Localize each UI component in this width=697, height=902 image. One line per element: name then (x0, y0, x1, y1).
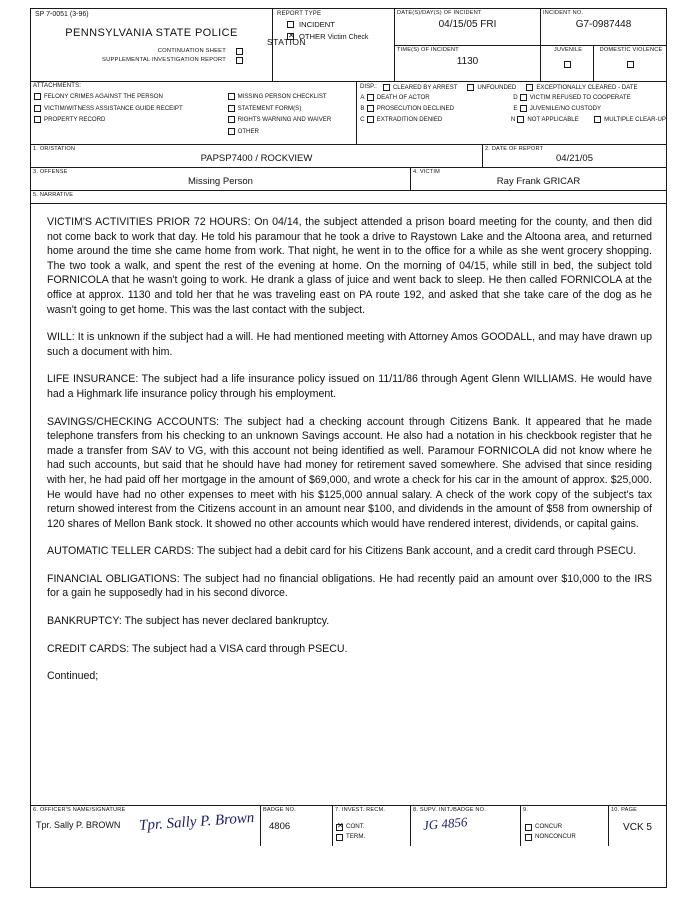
domestic-violence-label: DOMESTIC VIOLENCE (599, 47, 663, 53)
property-record-checkbox[interactable] (34, 116, 41, 123)
disp-key-a: A (360, 94, 365, 101)
attachment-felony-crimes[interactable] (34, 91, 228, 103)
agency-block (31, 9, 273, 81)
narrative-paragraph: Continued; (47, 670, 99, 683)
page-value: VCK 5 (623, 822, 652, 833)
police-report-form (30, 8, 667, 888)
attachments-title: ATTACHMENTS: (33, 83, 82, 89)
invest-cont-option[interactable] (333, 822, 410, 832)
other-label: OTHER (299, 32, 326, 41)
narrative-paragraph: WILL: It is unknown if the subject had a will. He had mentioned meeting with Attorney Amos GOODALL, and may have drawn up such a document with him. (47, 331, 652, 358)
supplemental-report-checkbox[interactable] (236, 57, 243, 64)
rights-warning-label: RIGHTS WARNING AND WAIVER (237, 116, 332, 123)
property-record-label: PROPERTY RECORD (44, 116, 106, 123)
narrative-label: 5. NARRATIVE (33, 192, 74, 198)
incident-number-label: INCIDENT NO. (543, 10, 584, 16)
multiple-clear-up-label: MULTIPLE CLEAR-UP (604, 116, 666, 123)
victim-refused-label: VICTIM REFUSED TO COOPERATE (529, 94, 631, 101)
report-type-incident[interactable] (273, 19, 394, 31)
narrative-paragraph: FINANCIAL OBLIGATIONS: The subject had no financial obligations. He had recently paid an amount over $10,000 to the IRS for a gain he supposedly had in his second divorce. (47, 572, 652, 600)
missing-person-checklist-label: MISSING PERSON CHECKLIST (237, 93, 327, 100)
death-of-actor-checkbox[interactable] (367, 94, 374, 101)
badge-value: 4806 (269, 821, 291, 832)
officer-cell (31, 806, 261, 846)
disp-not-applicable[interactable] (517, 114, 594, 125)
exceptionally-cleared-checkbox[interactable] (526, 84, 533, 91)
page-label: 10. PAGE (611, 807, 638, 813)
felony-crimes-label: FELONY CRIMES AGAINST THE PERSON (44, 93, 163, 100)
incident-date-label: DATE(S)/DAY(S) OF INCIDENT (397, 10, 482, 16)
date-of-report-label: 2. DATE OF REPORT (485, 146, 544, 152)
incident-number-value: G7-0987448 (575, 19, 632, 30)
cleared-by-arrest-checkbox[interactable] (383, 84, 390, 91)
attachment-missing-person-checklist[interactable] (228, 91, 356, 103)
attachments-block (31, 82, 357, 144)
cleared-by-arrest-label: CLEARED BY ARREST (392, 84, 458, 91)
nonconcur-checkbox[interactable] (525, 834, 532, 841)
offense-cell (31, 168, 411, 190)
report-type-title: REPORT TYPE (277, 11, 322, 17)
rights-warning-checkbox[interactable] (228, 116, 235, 123)
multiple-clear-up-checkbox[interactable] (594, 116, 601, 123)
narrative-body (31, 204, 666, 806)
incident-checkbox[interactable] (287, 21, 294, 28)
attachment-other[interactable] (228, 126, 356, 138)
date-of-report-cell (483, 145, 666, 167)
concur-cell (521, 806, 609, 846)
attachment-statement-forms[interactable] (228, 103, 356, 115)
disp-exceptionally-cleared[interactable] (526, 83, 637, 92)
form-number: SP 7-0051 (3-96) (35, 11, 89, 18)
juvenile-cell (541, 46, 594, 81)
attachment-other-checkbox[interactable] (228, 128, 235, 135)
disp-death-of-actor[interactable] (367, 92, 511, 103)
disp-cleared-by-arrest[interactable] (383, 83, 458, 92)
disp-victim-refused[interactable] (520, 92, 666, 103)
badge-cell (261, 806, 333, 846)
org-station-value: PAPSP7400 / ROCKVIEW (200, 153, 313, 164)
officer-name: Tpr. Sally P. BROWN (36, 820, 121, 830)
not-applicable-label: NOT APPLICABLE (527, 116, 579, 123)
disposition-row (358, 103, 666, 114)
domestic-violence-cell (594, 46, 666, 81)
disp-key-c: C (360, 116, 365, 123)
concur-checkbox[interactable] (525, 824, 532, 831)
narrative-paragraph: VICTIM'S ACTIVITIES PRIOR 72 HOURS: On 04/14, the subject attended a prison board meeting for the county, and then did not come back to work that day. He told his paramour that he took a drive to Raystown Lake and the Altoona area, and returned home around the time she came home from work. That night, he went in to the office for a while as she went grocery shopping. The two took a walk, and spent the rest of the evening at home. On the morning of 04/15, while still in bed, the subject told FORNICOLA that he wasn't going to work. He drank a glass of juice and went back to sleep. He then called FORNICOLA at the office at approx. 1130 and told her that he was traveling east on PA route 192, and asked that she take care of the dog as he wasn't going to get home. This was the last contact with the subject. (47, 216, 652, 316)
disp-key-b: B (360, 105, 365, 112)
attachment-property-record[interactable] (34, 114, 228, 126)
juvenile-no-custody-checkbox[interactable] (520, 105, 527, 112)
org-station-cell (31, 145, 483, 167)
incident-time-cell (395, 46, 540, 81)
continuation-sheet-label: CONTINUATION SHEET (157, 48, 226, 54)
incident-date-value: 04/15/05 FRI (438, 19, 497, 30)
station-label: STATION (267, 37, 307, 47)
invest-term-checkbox[interactable] (336, 834, 343, 841)
agency-name: PENNSYLVANIA STATE POLICE (65, 27, 238, 39)
disposition-title: DISP.: (360, 83, 377, 90)
statement-forms-label: STATEMENT FORM(S) (237, 104, 302, 112)
attachment-rights-warning[interactable] (228, 114, 356, 126)
form-header (31, 9, 666, 82)
nonconcur-option[interactable] (521, 832, 608, 842)
disp-key-e: E (513, 105, 518, 112)
narrative-paragraph: BANKRUPTCY: The subject has never declared bankruptcy. (47, 615, 330, 628)
victim-label: 4. VICTIM (413, 169, 440, 175)
prosecution-declined-checkbox[interactable] (367, 105, 374, 112)
invest-recommendation-label: 7. INVEST. RECM. (335, 807, 386, 813)
attachments-disposition-row (31, 82, 666, 145)
attachments-column-2 (228, 91, 356, 137)
unfounded-checkbox[interactable] (467, 84, 474, 91)
invest-recommendation-cell (333, 806, 411, 846)
nonconcur-option-label: NONCONCUR (535, 833, 576, 840)
victim-value: Ray Frank GRICAR (496, 176, 581, 187)
incident-time-label: TIME(S) OF INCIDENT (397, 47, 459, 53)
felony-crimes-checkbox[interactable] (34, 93, 41, 100)
continuation-sheet-row (31, 48, 272, 54)
offense-row (31, 168, 666, 191)
death-of-actor-label: DEATH OF ACTOR (376, 94, 430, 101)
incident-label: INCIDENT (299, 20, 335, 29)
disposition-row (358, 114, 666, 125)
continuation-sheet-checkbox[interactable] (236, 48, 243, 55)
attachment-victim-witness-guide[interactable] (34, 103, 228, 115)
narrative-paragraph: LIFE INSURANCE: The subject had a life insurance policy issued on 11/11/86 through Agent Glenn WILLIAMS. He would have had a Highmark life insurance policy through his employment. (47, 373, 652, 400)
disp-extradition-denied[interactable] (367, 114, 509, 125)
victim-refused-checkbox[interactable] (520, 94, 527, 101)
disp-key-n: N (510, 116, 516, 123)
badge-label: BADGE NO. (263, 807, 296, 813)
disp-multiple-clear-up[interactable] (594, 114, 666, 125)
disp-unfounded[interactable] (467, 83, 516, 92)
incident-date-cell (395, 9, 540, 46)
domestic-violence-checkbox[interactable] (627, 61, 634, 68)
invest-term-label: TERM. (346, 833, 366, 840)
org-row (31, 145, 666, 168)
incident-number-and-flags (541, 9, 666, 81)
narrative-paragraph: CREDIT CARDS: The subject had a VISA card through PSECU. (47, 642, 348, 655)
officer-label: 6. OFFICER'S NAME/SIGNATURE (33, 807, 126, 813)
offense-label: 3. OFFENSE (33, 169, 68, 175)
disp-key-d: D (513, 94, 518, 101)
missing-person-checklist-checkbox[interactable] (228, 93, 235, 100)
offense-value: Missing Person (188, 176, 253, 187)
invest-cont-checkbox[interactable] (336, 824, 343, 831)
other-suffix: Victim Check (327, 34, 369, 41)
narrative-paragraph: SAVINGS/CHECKING ACCOUNTS: The subject had a checking account through Citizens Bank. It appeared that he made telephone transfers from his checking to an unknown Savings account. He also had a notation in his checkbook register that he made a transfer from SAV to VG, with this account not being identified as well. Paramour FORNICOLA did not know where he had such accounts, but said that he should have had money for retirement saved somewhere. She advised that since residing with her, he had paid off her mortgage in the amount of $69,000, and wrote a check for his car in the amount of approx. $25,000. He would have had no other expenses to meet with his $125,000 annual salary. A check of the work copy of the subject's tax return showed interest from the Citizens account in an amount near $100, and dividends in the amount of $58 from ownership of 120 shares of Mellon Bank stock. It showed no other accounts which would have rendered interest, dividends, or capital gains. (47, 415, 652, 530)
officer-signature: Tpr. Sally P. Brown (138, 809, 255, 835)
extradition-denied-checkbox[interactable] (367, 116, 374, 123)
disp-juvenile-no-custody[interactable] (520, 103, 666, 114)
supervisor-label: 8. SUPV. INIT./BADGE NO. (413, 807, 486, 813)
concur-option[interactable] (521, 822, 608, 832)
concur-label: 9. (523, 807, 529, 813)
exceptionally-cleared-label: EXCEPTIONALLY CLEARED - DATE (536, 84, 638, 91)
disp-prosecution-declined[interactable] (367, 103, 511, 114)
attachment-other-label: OTHER (237, 127, 259, 135)
page-cell (609, 806, 666, 846)
disposition-block (357, 82, 666, 144)
prosecution-declined-label: PROSECUTION DECLINED (376, 105, 454, 112)
juvenile-checkbox[interactable] (564, 61, 571, 68)
incident-number-cell (541, 9, 666, 46)
extradition-denied-label: EXTRADITION DENIED (376, 116, 443, 123)
not-applicable-checkbox[interactable] (517, 116, 524, 123)
supervisor-cell (411, 806, 521, 846)
statement-forms-checkbox[interactable] (228, 105, 235, 112)
invest-cont-label: CONT. (346, 823, 365, 830)
incident-time-value: 1130 (456, 56, 479, 67)
juvenile-label: JUVENILE (553, 47, 583, 53)
concur-option-label: CONCUR (535, 823, 563, 830)
disposition-row (358, 92, 666, 103)
victim-cell (411, 168, 666, 190)
supervisor-signature: JG 4856 (422, 814, 468, 833)
supplemental-report-label: SUPPLEMENTAL INVESTIGATION REPORT (102, 57, 226, 63)
supplemental-report-row (31, 57, 272, 63)
unfounded-label: UNFOUNDED (477, 84, 517, 91)
incident-date-block (395, 9, 541, 81)
invest-term-option[interactable] (333, 832, 410, 842)
victim-witness-guide-label: VICTIM/WITNESS ASSISTANCE GUIDE RECEIPT (44, 104, 183, 112)
narrative-header (31, 191, 666, 204)
date-of-report-value: 04/21/05 (556, 153, 593, 164)
org-station-label: 1. OR/STATION (33, 146, 76, 152)
attachments-column-1 (34, 91, 228, 137)
victim-witness-guide-checkbox[interactable] (34, 105, 41, 112)
juvenile-no-custody-label: JUVENILE/NO CUSTODY (529, 105, 602, 112)
narrative-paragraph: AUTOMATIC TELLER CARDS: The subject had a debit card for his Citizens Bank account, and a credit card through PSECU. (47, 545, 637, 558)
